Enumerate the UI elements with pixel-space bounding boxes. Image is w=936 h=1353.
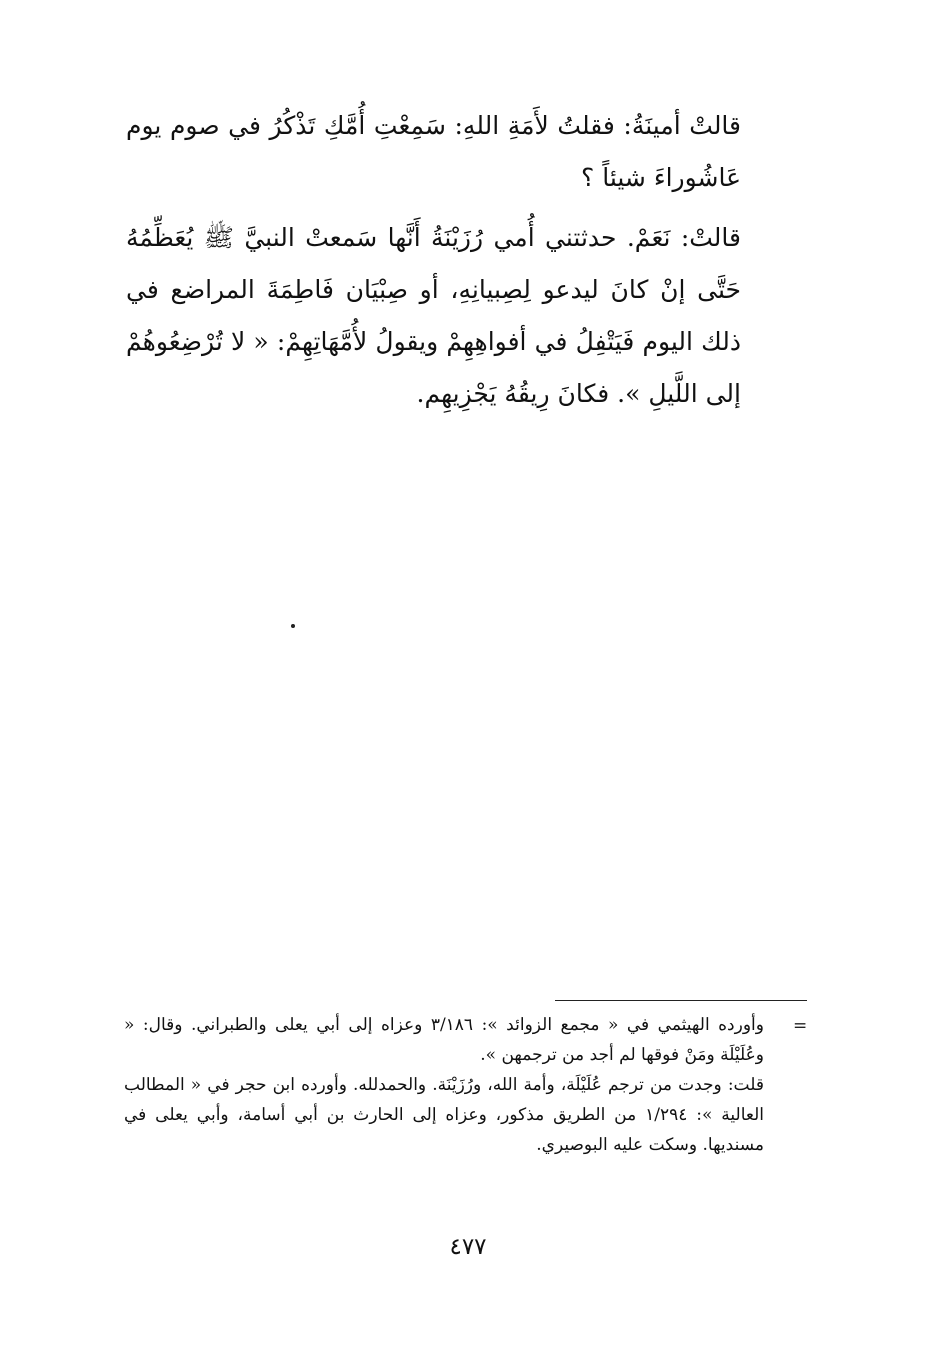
footnote-continuation-mark: =: [793, 1016, 808, 1036]
footnote-paragraph-2: قلت: وجدت من ترجم عُلَيْلَة، وأمة الله، ورُزَيْنَة. والحمدلله. وأورده ابن حجر في « المطالب العالية »: ١/٢٩٤ من الطريق مذكور، وعزاه إلى الحارث بن أبي أسامة، وأبي يعلى في مسنديها. وسكت عليه البوصيري.: [124, 1075, 764, 1155]
page-number: ٤٧٧: [449, 1234, 487, 1260]
footnotes: [124, 1010, 764, 1160]
footnote-separator: [555, 1000, 807, 1001]
main-text: [126, 100, 741, 428]
main-paragraph-1: قالتْ أمينَةُ: فقلتُ لأَمَةِ اللهِ: سَمِعْتِ أُمَّكِ تَذْكُرُ في صوم يوم عَاشُوراءَ شيئاً ؟: [126, 111, 741, 192]
main-paragraph-2: قالتْ: نَعَمْ. حدثتني أُمي رُزَيْنَةُ أَنَّها سَمعتْ النبيَّ ﷺ يُعَظِّمُهُ حَتَّى إنْ كانَ ليدعو لِصِبيانِهِ، أو صِبْيَان فَاطِمَةَ المراضع في ذلك اليوم فَيَتْفِلُ في أفواهِهِمْ ويقولُ لأُمَّهَاتِهِمْ: « لا تُرْضِعُوهُمْ إلى اللَّيلِ ». فكانَ رِيقُهُ يَجْزِيهِم.: [126, 223, 741, 408]
footnote-paragraph-1: وأورده الهيثمي في « مجمع الزوائد »: ٣/١٨٦ وعزاه إلى أبي يعلى والطبراني. وقال: « وعُلَيْلَة ومَنْ فوقها لم أجد من ترجمهن ».: [124, 1015, 764, 1065]
ink-dot: [291, 624, 295, 628]
